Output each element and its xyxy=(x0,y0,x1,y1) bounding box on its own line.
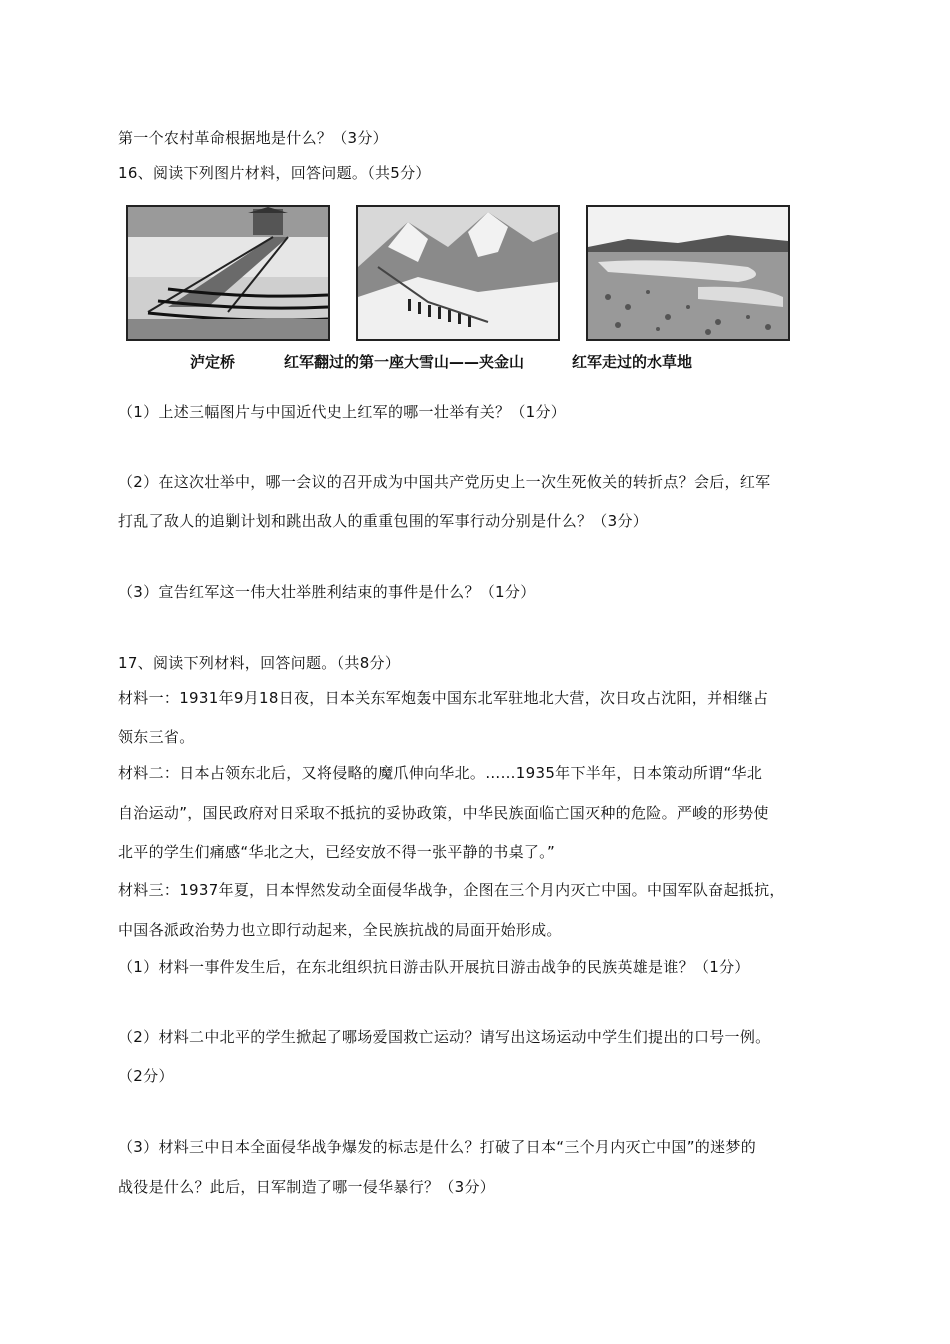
caption-grassland: 红军走过的水草地 xyxy=(572,353,693,371)
q15-tail: 第一个农村革命根据地是什么？（3分） xyxy=(118,129,388,147)
q16-sub1: （1）上述三幅图片与中国近代史上红军的哪一壮举有关？（1分） xyxy=(118,403,567,421)
q16-sub2-line1: （2）在这次壮举中，哪一会议的召开成为中国共产党历史上一次生死攸关的转折点？会后，红军 xyxy=(118,473,771,491)
q17-sub1: （1）材料一事件发生后，在东北组织抗日游击队开展抗日游击战争的民族英雄是谁？（1分） xyxy=(118,958,750,976)
q16-heading: 16、阅读下列图片材料，回答问题。（共5分） xyxy=(118,164,431,182)
grassland-photo xyxy=(586,205,790,341)
q17-material2-line1: 材料二：日本占领东北后，又将侵略的魔爪伸向华北。……1935年下半年，日本策动所谓“华北 xyxy=(118,764,763,782)
q16-sub3: （3）宣告红军这一伟大壮举胜利结束的事件是什么？（1分） xyxy=(118,583,536,601)
q17-heading: 17、阅读下列材料，回答问题。（共8分） xyxy=(118,654,401,672)
q16-sub2-line2: 打乱了敌人的追剿计划和跳出敌人的重重包围的军事行动分别是什么？（3分） xyxy=(118,512,649,530)
q17-sub3-line1: （3）材料三中日本全面侵华战争爆发的标志是什么？打破了日本“三个月内灭亡中国”的迷梦的 xyxy=(118,1138,756,1156)
q17-material2-line2: 自治运动”，国民政府对日采取不抵抗的妥协政策，中华民族面临亡国灭种的危险。严峻的形势使 xyxy=(118,804,769,822)
snow-mountain-photo xyxy=(356,205,560,341)
caption-snow-mountain: 红军翻过的第一座大雪山——夹金山 xyxy=(284,353,525,371)
q17-sub2-line2: （2分） xyxy=(118,1067,174,1085)
q17-material1-line1: 材料一：1931年9月18日夜，日本关东军炮轰中国东北军驻地北大营，次日攻占沈阳，并相继占 xyxy=(118,689,769,707)
q17-sub2-line1: （2）材料二中北平的学生掀起了哪场爱国救亡运动？请写出这场运动中学生们提出的口号一例。 xyxy=(118,1028,771,1046)
luding-bridge-photo xyxy=(126,205,330,341)
q17-material1-line2: 领东三省。 xyxy=(118,728,195,746)
caption-luding-bridge: 泸定桥 xyxy=(190,353,236,371)
q17-material3-line2: 中国各派政治势力也立即行动起来，全民族抗战的局面开始形成。 xyxy=(118,921,562,939)
q17-sub3-line2: 战役是什么？此后，日军制造了哪一侵华暴行？（3分） xyxy=(118,1178,496,1196)
q17-material2-line3: 北平的学生们痛感“华北之大，已经安放不得一张平静的书桌了。” xyxy=(118,843,556,861)
q17-material3-line1: 材料三：1937年夏，日本悍然发动全面侵华战争，企图在三个月内灭亡中国。中国军队奋起抵抗， xyxy=(118,881,785,899)
